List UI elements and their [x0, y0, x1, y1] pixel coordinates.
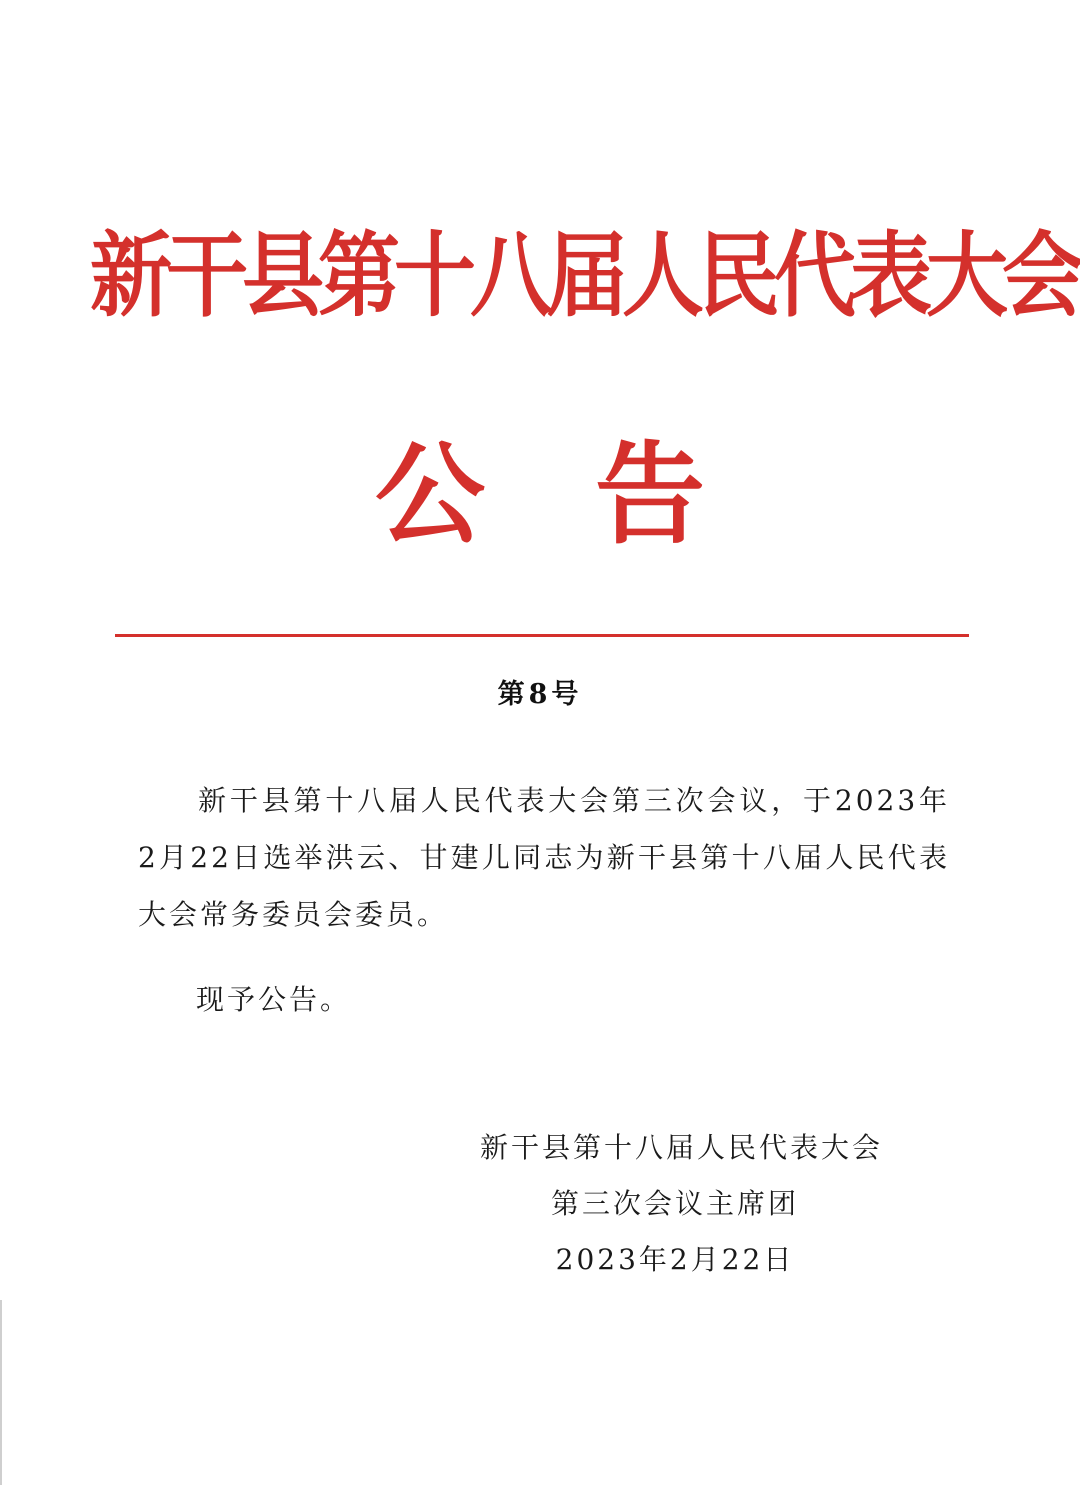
- document-type-title: [340, 430, 740, 560]
- closing-statement: 现予公告。: [196, 983, 352, 1016]
- document-number: 第8号: [497, 679, 583, 710]
- signature-presidium: 第三次会议主席团: [550, 1187, 799, 1220]
- signature-date: 2023年2月22日: [555, 1243, 795, 1276]
- announcement-body: 新干县第十八届人民代表大会第三次会议，于2023年2月22日选举洪云、甘建儿同志为新干县第十八届人民代表大会常务委员会委员。: [138, 784, 950, 931]
- signature-organization: 新干县第十八届人民代表大会: [480, 1131, 884, 1164]
- document-type-char-1: 公: [375, 431, 485, 559]
- signature-block: [480, 1120, 884, 1288]
- document-type-char-2: 告: [595, 431, 705, 559]
- scan-edge-mark: [0, 1300, 2, 1485]
- organization-title: 新干县第十八届人民代表大会: [90, 223, 1079, 330]
- red-divider-line: [115, 634, 969, 637]
